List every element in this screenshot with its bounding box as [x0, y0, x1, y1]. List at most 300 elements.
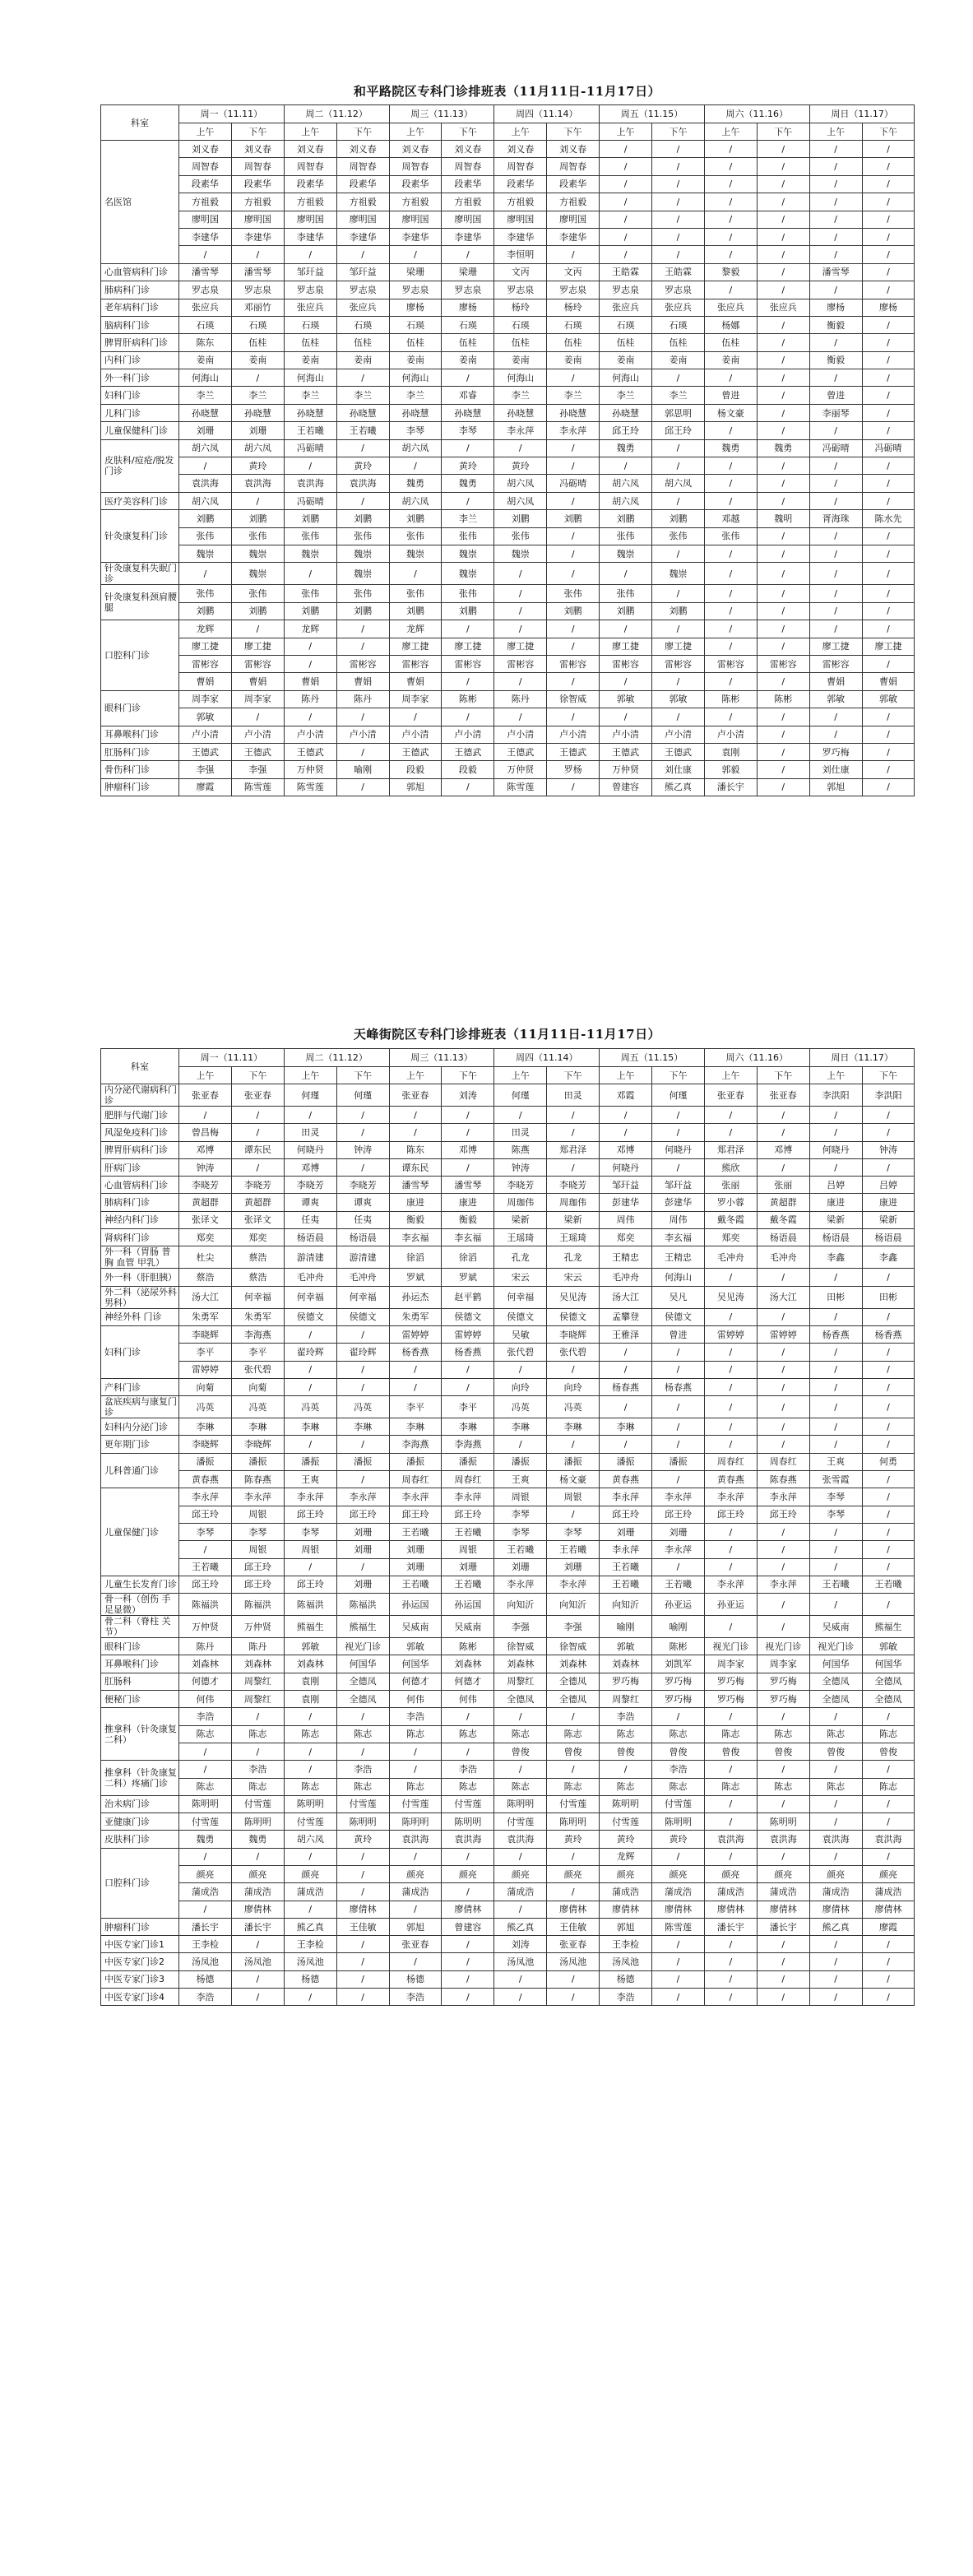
doctor-cell: / [442, 439, 494, 457]
doctor-cell: / [547, 369, 600, 387]
day-header-row [101, 105, 915, 123]
doctor-cell: 方祖毅 [442, 193, 494, 211]
doctor-cell: 蒲成浩 [284, 1883, 336, 1901]
doctor-cell: 吴凡 [652, 1286, 705, 1308]
doctor-cell: 刘义春 [179, 141, 232, 158]
doctor-cell: 姜南 [704, 351, 757, 369]
doctor-cell: 康进 [389, 1194, 442, 1211]
doctor-cell: / [231, 1848, 284, 1865]
doctor-cell: / [809, 1378, 862, 1395]
doctor-cell: 邱王玲 [600, 1506, 652, 1523]
doctor-cell: / [809, 141, 862, 158]
doctor-cell: 罗志泉 [284, 281, 336, 299]
doctor-cell: 陈丹 [494, 690, 547, 708]
doctor-cell: 胡六凤 [652, 475, 705, 492]
doctor-cell: 田灵 [284, 1124, 336, 1141]
doctor-cell: / [862, 761, 915, 778]
doctor-cell: / [757, 141, 809, 158]
doctor-cell: / [494, 1708, 547, 1725]
doctor-cell: 陈志 [600, 1778, 652, 1795]
doctor-cell: 罗志泉 [494, 281, 547, 299]
doctor-cell: 陈志 [547, 1725, 600, 1743]
doctor-cell: 邱王玲 [652, 1506, 705, 1523]
doctor-cell: / [284, 1761, 336, 1778]
doctor-cell: 陈彬 [442, 690, 494, 708]
doctor-cell: 伍桂 [442, 334, 494, 351]
doctor-cell: 李永萍 [336, 1488, 389, 1506]
dept-cell: 推拿科（针灸康复二科） [101, 1708, 179, 1761]
doctor-cell: / [862, 1418, 915, 1436]
doctor-cell: 罗巧梅 [809, 743, 862, 760]
doctor-cell: 王瑶琦 [547, 1229, 600, 1246]
doctor-cell: / [809, 1761, 862, 1778]
doctor-cell: 曾俊 [704, 1743, 757, 1760]
table-row [101, 1378, 915, 1395]
doctor-cell: 姜南 [600, 351, 652, 369]
doctor-cell: 廖倩林 [652, 1901, 705, 1918]
table-row [101, 1673, 915, 1690]
doctor-cell: 杨香燕 [389, 1344, 442, 1361]
doctor-cell: 郭敏 [179, 708, 232, 726]
doctor-cell: 王若曦 [179, 1558, 232, 1576]
doctor-cell: / [652, 673, 705, 690]
doctor-cell: / [757, 422, 809, 439]
doctor-cell: 段素华 [442, 175, 494, 193]
doctor-cell: 孔龙 [547, 1246, 600, 1269]
dept-cell: 肛肠科门诊 [101, 743, 179, 760]
doctor-cell: / [442, 1361, 494, 1378]
doctor-cell: / [704, 1344, 757, 1361]
doctor-cell: 陈志 [547, 1778, 600, 1795]
doctor-cell: / [494, 1761, 547, 1778]
doctor-cell: 廖工捷 [442, 638, 494, 655]
doctor-cell: / [809, 1344, 862, 1361]
doctor-cell: / [757, 708, 809, 726]
doctor-cell: 石瑛 [652, 316, 705, 333]
doctor-cell: 付雪莲 [600, 1813, 652, 1831]
doctor-cell: / [336, 1883, 389, 1901]
doctor-cell: 陈志 [336, 1725, 389, 1743]
doctor-cell: 雷彬容 [600, 655, 652, 672]
table-row [101, 1691, 915, 1708]
doctor-cell: / [704, 211, 757, 228]
table-row [101, 1953, 915, 1970]
dept-cell: 亚健康门诊 [101, 1813, 179, 1831]
doctor-cell: 邹玕益 [652, 1177, 705, 1194]
doctor-cell: 蒲成浩 [600, 1883, 652, 1901]
doctor-cell: 段素华 [336, 175, 389, 193]
doctor-cell: / [862, 1269, 915, 1286]
doctor-cell: / [652, 1989, 705, 2006]
doctor-cell: 李永萍 [494, 422, 547, 439]
doctor-cell: 魏崇 [336, 563, 389, 585]
doctor-cell: 王德武 [494, 743, 547, 760]
doctor-cell: 徐智威 [547, 1638, 600, 1655]
doctor-cell: 罗巧梅 [704, 1691, 757, 1708]
doctor-cell: / [389, 1901, 442, 1918]
doctor-cell: / [284, 1378, 336, 1395]
doctor-cell: 田彬 [862, 1286, 915, 1308]
doctor-cell: 陈志 [704, 1725, 757, 1743]
doctor-cell: 徐滔 [442, 1246, 494, 1269]
dept-cell: 针灸康复科门诊 [101, 510, 179, 563]
doctor-cell: / [652, 1361, 705, 1378]
day-header: 周二（11.12） [284, 1049, 389, 1067]
doctor-cell: 李琴 [809, 1506, 862, 1523]
doctor-cell: / [652, 1396, 705, 1418]
doctor-cell: 毛冲舟 [284, 1269, 336, 1286]
doctor-cell: 陈志 [494, 1725, 547, 1743]
table-row [101, 510, 915, 527]
doctor-cell: 孙晓慧 [389, 404, 442, 421]
doctor-cell: 雷彬容 [179, 655, 232, 672]
doctor-cell: / [389, 1743, 442, 1760]
doctor-cell: 陈春燕 [757, 1471, 809, 1488]
doctor-cell: 孙运杰 [389, 1286, 442, 1308]
day-header: 周六（11.16） [704, 1049, 809, 1067]
doctor-cell: 周银 [231, 1541, 284, 1558]
doctor-cell: 魏崇 [494, 545, 547, 562]
doctor-cell: 全德凤 [862, 1691, 915, 1708]
doctor-cell: 曹娟 [231, 673, 284, 690]
doctor-cell: 张伟 [179, 527, 232, 545]
tianfeng-schedule [100, 1020, 914, 2006]
doctor-cell: / [600, 1761, 652, 1778]
doctor-cell: 李强 [231, 761, 284, 778]
dept-cell: 中医专家门诊4 [101, 1989, 179, 2006]
doctor-cell: 汤大江 [757, 1286, 809, 1308]
table-row [101, 1541, 915, 1558]
doctor-cell: 周智春 [389, 158, 442, 175]
dept-cell: 脾胃肝病科门诊 [101, 334, 179, 351]
dept-cell: 名医馆 [101, 141, 179, 264]
doctor-cell: / [809, 1269, 862, 1286]
doctor-cell: 邱王玲 [757, 1506, 809, 1523]
doctor-cell: 张亚春 [547, 1936, 600, 1953]
doctor-cell: 全德凤 [809, 1673, 862, 1690]
doctor-cell: 田彬 [809, 1286, 862, 1308]
doctor-cell: / [704, 620, 757, 638]
doctor-cell: / [704, 492, 757, 509]
doctor-cell: / [336, 778, 389, 796]
doctor-cell: 郑奕 [600, 1229, 652, 1246]
doctor-cell: / [862, 1989, 915, 2006]
afternoon-header: 下午 [336, 123, 389, 141]
doctor-cell: / [600, 457, 652, 475]
table-row [101, 1177, 915, 1194]
doctor-cell: 罗志泉 [600, 281, 652, 299]
table-row [101, 1436, 915, 1453]
doctor-cell: 潘长宇 [231, 1918, 284, 1935]
doctor-cell: 蒲成浩 [231, 1883, 284, 1901]
doctor-cell: 朱勇军 [389, 1308, 442, 1325]
doctor-cell: 张译文 [179, 1211, 232, 1228]
doctor-cell: 戴冬霞 [704, 1211, 757, 1228]
doctor-cell: 龙辉 [600, 1848, 652, 1865]
afternoon-header: 下午 [231, 1067, 284, 1084]
doctor-cell: / [757, 369, 809, 387]
doctor-cell: / [862, 602, 915, 620]
dept-cell: 脑病科门诊 [101, 316, 179, 333]
doctor-cell: 刘鹏 [179, 510, 232, 527]
doctor-cell: 王李检 [600, 1936, 652, 1953]
doctor-cell: 梁珊 [442, 263, 494, 281]
afternoon-header: 下午 [547, 123, 600, 141]
doctor-cell: 万仲贤 [284, 761, 336, 778]
doctor-cell: 孙晓慧 [494, 404, 547, 421]
doctor-cell: / [809, 492, 862, 509]
doctor-cell: / [652, 1418, 705, 1436]
doctor-cell: 陈彬 [757, 690, 809, 708]
doctor-cell: / [547, 1124, 600, 1141]
doctor-cell: / [704, 1708, 757, 1725]
doctor-cell: 何海山 [284, 369, 336, 387]
doctor-cell: 付雪莲 [336, 1795, 389, 1812]
doctor-cell: / [652, 141, 705, 158]
dept-cell: 妇科内分泌门诊 [101, 1418, 179, 1436]
doctor-cell: / [809, 726, 862, 743]
doctor-cell: 廖倩林 [757, 1901, 809, 1918]
doctor-cell: 罗志泉 [442, 281, 494, 299]
table-row [101, 1708, 915, 1725]
doctor-cell: 全德凤 [547, 1673, 600, 1690]
doctor-cell: / [336, 246, 389, 263]
doctor-cell: 熊福生 [336, 1616, 389, 1638]
doctor-cell: / [862, 708, 915, 726]
doctor-cell: 何国华 [862, 1655, 915, 1673]
doctor-cell: 刘鹏 [284, 510, 336, 527]
dept-cell: 儿童保健科门诊 [101, 422, 179, 439]
doctor-cell: 游清建 [284, 1246, 336, 1269]
doctor-cell: 段素华 [179, 175, 232, 193]
doctor-cell: 郭敏 [600, 690, 652, 708]
doctor-cell: 郭敏 [284, 1638, 336, 1655]
session-header-row [101, 1067, 915, 1084]
doctor-cell: 廖倩林 [600, 1901, 652, 1918]
doctor-cell: 毛冲舟 [757, 1246, 809, 1269]
doctor-cell: / [704, 1848, 757, 1865]
doctor-cell: / [231, 1989, 284, 2006]
doctor-cell: 李永萍 [547, 1576, 600, 1593]
doctor-cell: 颜亮 [389, 1865, 442, 1882]
doctor-cell: 李浩 [389, 1708, 442, 1725]
doctor-cell: 潘振 [336, 1453, 389, 1470]
doctor-cell: / [284, 1901, 336, 1918]
doctor-cell: 刘凯军 [652, 1655, 705, 1673]
table-row [101, 1936, 915, 1953]
doctor-cell: 潘振 [389, 1453, 442, 1470]
doctor-cell: / [336, 1158, 389, 1176]
doctor-cell: 蒲成浩 [179, 1883, 232, 1901]
doctor-cell: 陈丹 [179, 1638, 232, 1655]
doctor-cell: 潘雪琴 [231, 263, 284, 281]
doctor-cell: 王德武 [652, 743, 705, 760]
doctor-cell: 陈明明 [231, 1813, 284, 1831]
doctor-cell: 袁洪海 [757, 1831, 809, 1848]
day-header: 周五（11.15） [600, 105, 705, 123]
table-row [101, 1194, 915, 1211]
doctor-cell: / [336, 1124, 389, 1141]
doctor-cell: 王德武 [284, 743, 336, 760]
doctor-cell: / [547, 1436, 600, 1453]
afternoon-header: 下午 [442, 123, 494, 141]
doctor-cell: 张伟 [179, 585, 232, 602]
doctor-cell: / [442, 620, 494, 638]
doctor-cell: 袁洪海 [231, 475, 284, 492]
doctor-cell: 王德武 [389, 743, 442, 760]
doctor-cell: / [757, 1795, 809, 1812]
doctor-cell: 杨语晨 [336, 1229, 389, 1246]
day-header: 周一（11.11） [179, 105, 285, 123]
dept-cell: 中医专家门诊2 [101, 1953, 179, 1970]
doctor-cell: / [652, 492, 705, 509]
doctor-cell: 李琴 [389, 422, 442, 439]
doctor-cell: / [809, 1107, 862, 1124]
doctor-cell: 汤大江 [600, 1286, 652, 1308]
doctor-cell: 石瑛 [547, 316, 600, 333]
table-row [101, 1141, 915, 1158]
doctor-cell: 刘仕康 [652, 761, 705, 778]
table-row [101, 1506, 915, 1523]
doctor-cell: / [547, 246, 600, 263]
doctor-cell: 邓博 [179, 1141, 232, 1158]
doctor-cell: / [652, 1124, 705, 1141]
doctor-cell: 孙晓慧 [442, 404, 494, 421]
doctor-cell: 梁新 [862, 1211, 915, 1228]
doctor-cell: 李建华 [284, 228, 336, 245]
doctor-cell: / [600, 246, 652, 263]
doctor-cell: 石瑛 [336, 316, 389, 333]
doctor-cell: 李晓芳 [284, 1177, 336, 1194]
doctor-cell: 蒲成浩 [704, 1883, 757, 1901]
doctor-cell: 李兰 [547, 387, 600, 404]
doctor-cell: 张伟 [600, 527, 652, 545]
doctor-cell: / [809, 708, 862, 726]
doctor-cell: 石瑛 [179, 316, 232, 333]
day-header: 周三（11.13） [389, 105, 494, 123]
doctor-cell: 廖明国 [442, 211, 494, 228]
doctor-cell: 李海燕 [389, 1436, 442, 1453]
doctor-cell: / [757, 175, 809, 193]
doctor-cell: 李永萍 [231, 1488, 284, 1506]
doctor-cell: 杨德 [179, 1970, 232, 1988]
doctor-cell: / [600, 1436, 652, 1453]
doctor-cell: 郑奕 [231, 1229, 284, 1246]
doctor-cell: 卢小清 [652, 726, 705, 743]
doctor-cell: 朱勇军 [179, 1308, 232, 1325]
morning-header: 上午 [389, 1067, 442, 1084]
doctor-cell: 周黎红 [231, 1691, 284, 1708]
doctor-cell: 李兰 [389, 387, 442, 404]
doctor-cell: 周伟 [652, 1211, 705, 1228]
morning-header: 上午 [389, 123, 442, 141]
doctor-cell: / [284, 1325, 336, 1343]
doctor-cell: 李琳 [231, 1418, 284, 1436]
doctor-cell: / [442, 1848, 494, 1865]
table-row [101, 1523, 915, 1540]
doctor-cell: 魏勇 [231, 1831, 284, 1848]
doctor-cell: / [809, 620, 862, 638]
doctor-cell: 黎毅 [704, 263, 757, 281]
doctor-cell: 曾昌梅 [179, 1124, 232, 1141]
doctor-cell: / [442, 1989, 494, 2006]
table-row [101, 1396, 915, 1418]
doctor-cell: / [179, 1107, 232, 1124]
doctor-cell: 廖霞 [179, 778, 232, 796]
doctor-cell: 黄超群 [231, 1194, 284, 1211]
doctor-cell: / [757, 1970, 809, 1988]
doctor-cell: 龙辉 [389, 620, 442, 638]
doctor-cell: 侯德文 [652, 1308, 705, 1325]
doctor-cell: / [862, 193, 915, 211]
doctor-cell: 付雪莲 [652, 1795, 705, 1812]
doctor-cell: 何海山 [652, 1269, 705, 1286]
doctor-cell: 李兰 [442, 510, 494, 527]
doctor-cell: 曾俊 [547, 1743, 600, 1760]
doctor-cell: / [862, 175, 915, 193]
doctor-cell: 朱勇军 [231, 1308, 284, 1325]
doctor-cell: 视光门诊 [336, 1638, 389, 1655]
doctor-cell: / [862, 492, 915, 509]
doctor-cell: / [389, 246, 442, 263]
doctor-cell: 卢小清 [336, 726, 389, 743]
doctor-cell: / [547, 673, 600, 690]
doctor-cell: / [809, 1594, 862, 1616]
doctor-cell: / [547, 1970, 600, 1988]
table-row [101, 211, 915, 228]
day-header: 周四（11.14） [494, 1049, 600, 1067]
doctor-cell: / [809, 527, 862, 545]
doctor-cell: 王若曦 [600, 1576, 652, 1593]
doctor-cell: 李强 [547, 1616, 600, 1638]
doctor-cell: 李晓芳 [231, 1177, 284, 1194]
doctor-cell: / [757, 638, 809, 655]
dept-cell: 肿瘤科门诊 [101, 1918, 179, 1935]
doctor-cell: 邱王玲 [336, 1506, 389, 1523]
doctor-cell: / [336, 439, 389, 457]
doctor-cell: / [757, 193, 809, 211]
doctor-cell: 全德凤 [547, 1691, 600, 1708]
doctor-cell: / [704, 1989, 757, 2006]
doctor-cell: 卢小清 [600, 726, 652, 743]
morning-header: 上午 [284, 123, 336, 141]
doctor-cell: / [757, 1308, 809, 1325]
day-header-row [101, 1049, 915, 1067]
doctor-cell: / [757, 1848, 809, 1865]
doctor-cell: 陈志 [231, 1778, 284, 1795]
doctor-cell: 杨语晨 [757, 1229, 809, 1246]
doctor-cell: 李琳 [442, 1418, 494, 1436]
doctor-cell: 康进 [442, 1194, 494, 1211]
doctor-cell: / [704, 1541, 757, 1558]
doctor-cell: 刘珊 [547, 1558, 600, 1576]
doctor-cell: / [809, 1396, 862, 1418]
doctor-cell: 杨娜 [704, 316, 757, 333]
doctor-cell: 刘鹏 [600, 510, 652, 527]
doctor-cell: / [757, 1361, 809, 1378]
day-header: 周四（11.14） [494, 105, 600, 123]
doctor-cell: 孙晓慧 [547, 404, 600, 421]
doctor-cell: / [652, 620, 705, 638]
doctor-cell: 全德凤 [336, 1691, 389, 1708]
doctor-cell: 罗志泉 [652, 281, 705, 299]
doctor-cell: 邓越 [704, 510, 757, 527]
doctor-cell: 梁新 [547, 1211, 600, 1228]
table-row [101, 655, 915, 672]
doctor-cell: 吕婷 [809, 1177, 862, 1194]
doctor-cell: / [442, 1953, 494, 1970]
doctor-cell: / [652, 708, 705, 726]
